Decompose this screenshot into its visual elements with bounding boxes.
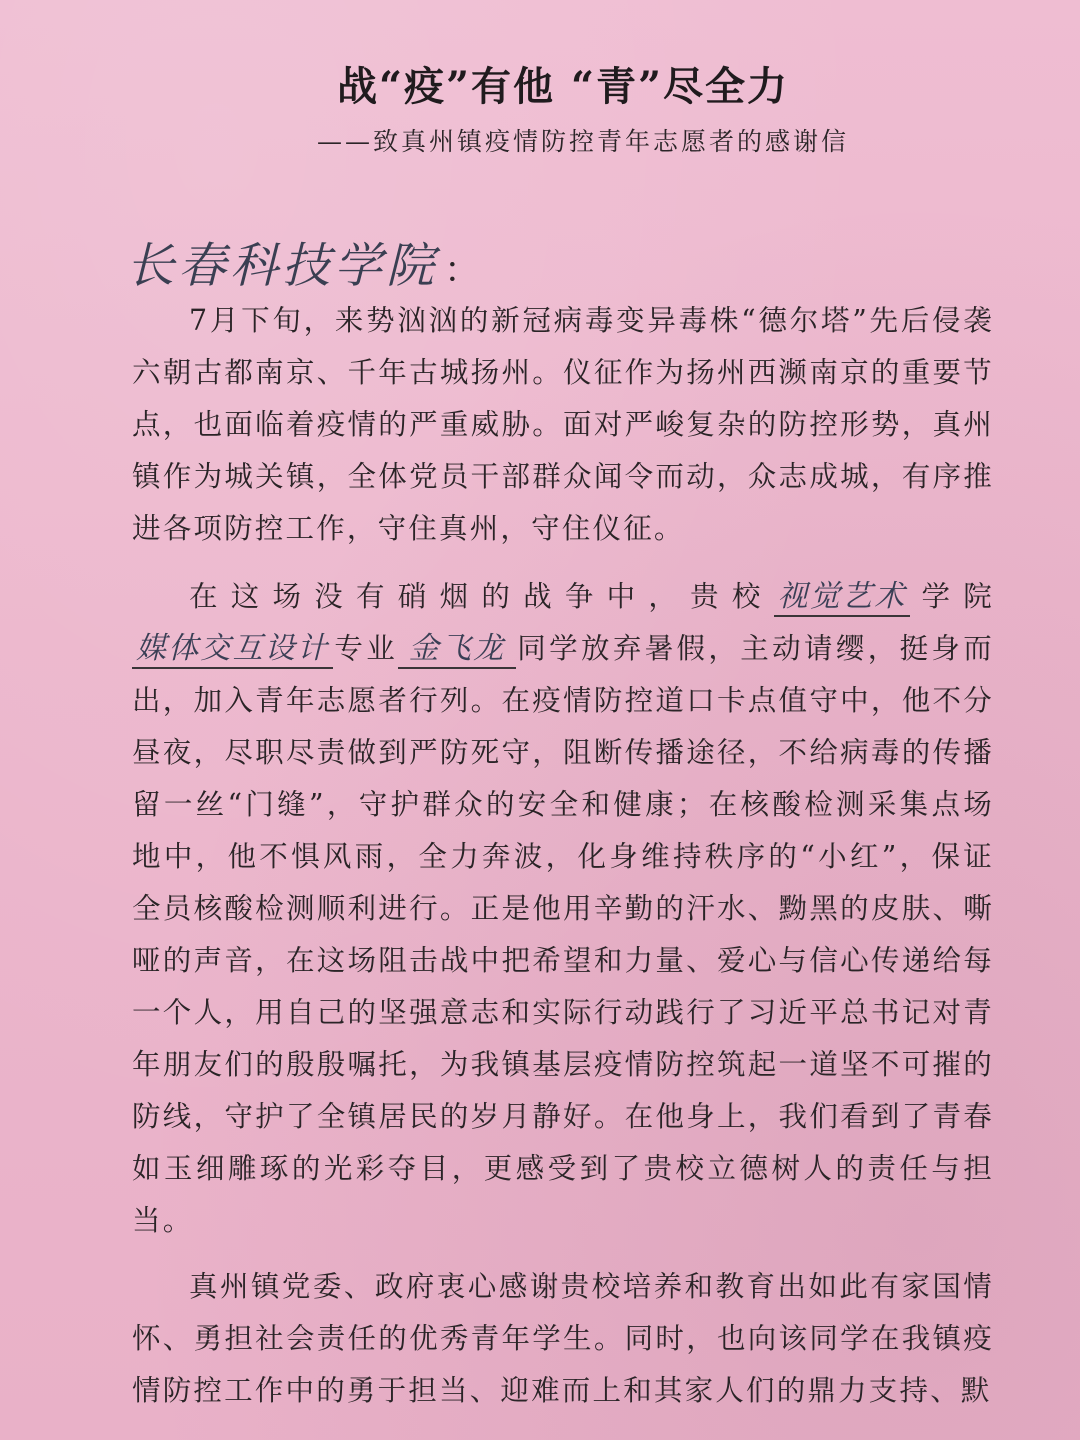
handwritten-college: 视觉艺术 — [774, 579, 911, 617]
handwritten-major: 媒体交互设计 — [132, 631, 333, 669]
salutation — [126, 236, 994, 296]
handwritten-student-name: 金飞龙 — [398, 631, 516, 669]
paragraph-2-text-1: 在这场没有硝烟的战争中，贵校 — [189, 580, 774, 613]
paragraph-2-text-2: 学院 — [910, 580, 994, 613]
letter-title: 战“疫”有他 “青”尽全力 — [337, 63, 789, 110]
paragraph-1: 7月下旬，来势汹汹的新冠病毒变异毒株“德尔塔”先后侵袭六朝古都南京、千年古城扬州。仪征作为扬州西濒南京的重要节点，也面临着疫情的严重威胁。面对严峻复杂的防控形势，真州镇作为城关镇，全体党员干部群众闻令而动，众志成城，有序推进各项防控工作，守住真州，守住仪征。 — [132, 304, 994, 545]
salutation-recipient: 长春科技学院 — [126, 238, 439, 294]
paragraph-2-text-4: 同学放弃暑假，主动请缨，挺身而出，加入青年志愿者行列。在疫情防控道口卡点值守中，他不分昼夜，尽职尽责做到严防死守，阻断传播途径，不给病毒的传播留一丝“门缝”，守护群众的安全和健康；在核酸检测采集点场地中，他不惧风雨，全力奔波，化身维持秩序的“小红”，保证全员核酸检测顺利进行。正是他用辛勤的汗水、黝黑的皮肤、嘶哑的声音，在这场阻击战中把希望和力量、爱心与信心传递给每一个人，用自己的坚强意志和实际行动践行了习近平总书记对青年朋友们的殷殷嘱托，为我镇基层疫情防控筑起一道坚不可摧的防线，守护了全镇居民的岁月静好。在他身上，我们看到了青春如玉细雕琢的光彩夺目，更感受到了贵校立德树人的责任与担当。 — [132, 632, 994, 1237]
salutation-colon: ： — [444, 250, 485, 291]
paragraph-2-text-3: 专业 — [333, 632, 399, 665]
paragraph-2 — [132, 571, 994, 1247]
paragraph-3: 真州镇党委、政府衷心感谢贵校培养和教育出如此有家国情怀、勇担社会责任的优秀青年学生。同时，也向该同学在我镇疫情防控工作中的勇于担当、迎难而上和其家人们的鼎力支持、默 — [132, 1270, 994, 1407]
letter-subtitle: ——致真州镇疫情防控青年志愿者的感谢信 — [316, 127, 849, 156]
